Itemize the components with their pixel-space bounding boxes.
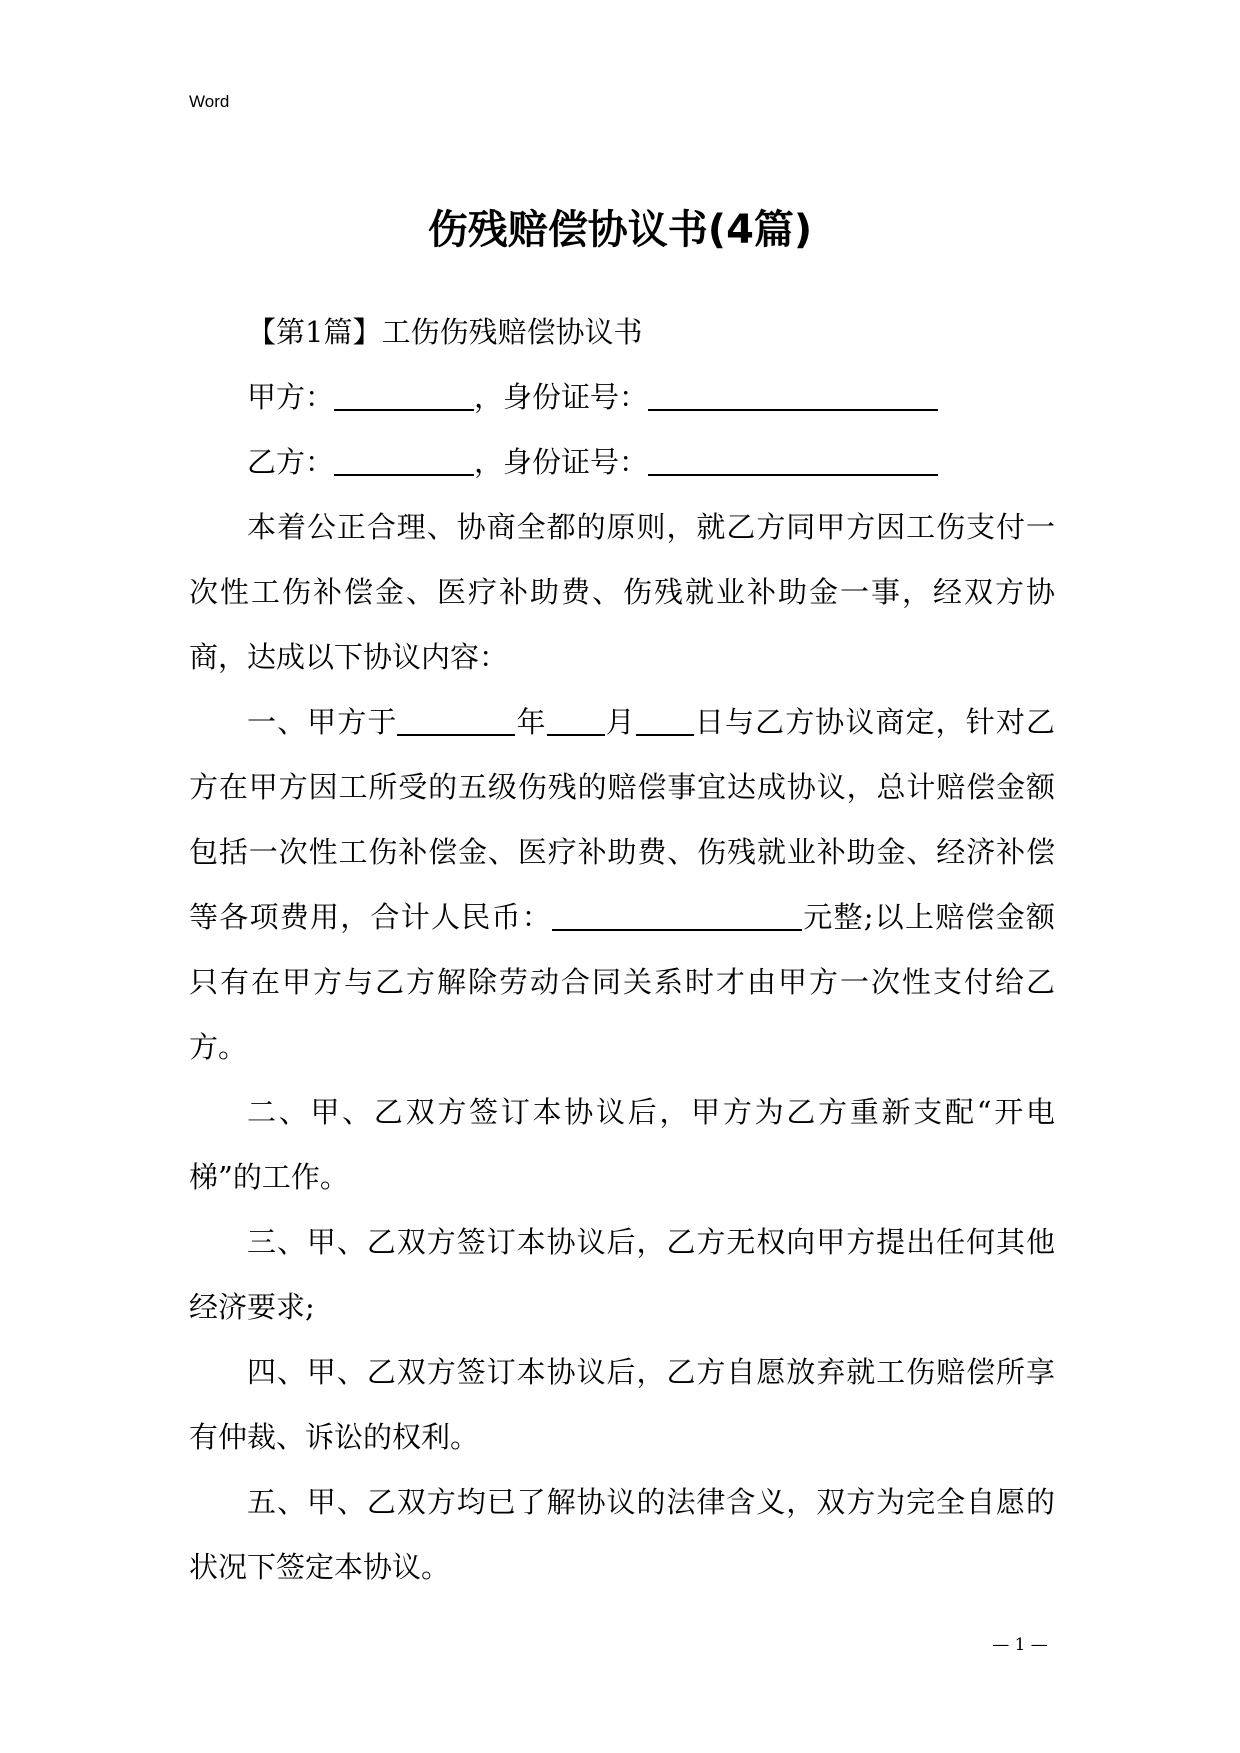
document-title: 伤残赔偿协议书(4篇) — [427, 207, 813, 253]
party-b-label: 乙方： — [247, 445, 335, 479]
party-a-line — [189, 365, 1055, 430]
party-a-id-label: ，身份证号： — [474, 380, 649, 414]
party-b-name-blank — [334, 446, 474, 476]
clause-1 — [189, 690, 1055, 1080]
clause-3: 三、甲、乙双方签订本协议后，乙方无权向甲方提出任何其他经济要求; — [189, 1225, 1055, 1324]
amount-blank — [552, 901, 802, 931]
document-body — [189, 300, 1055, 1600]
party-b-id-label: ，身份证号： — [474, 445, 649, 479]
page-number — [0, 1633, 1240, 1657]
clause-1-body: 日与乙方协议商定，针对乙方在甲方因工所受的五级伤残的赔偿事宜达成协议，总计赔偿金额包括一次性工伤补偿金、医疗补助费、伤残就业补助金、经济补偿等各项费用，合计人民币： — [189, 705, 1055, 934]
party-b-line — [189, 430, 1055, 495]
day-blank — [636, 706, 694, 736]
clause-1-lead: 一、甲方于 — [247, 705, 398, 739]
month-label: 月 — [604, 705, 636, 739]
header-label: Word — [189, 92, 230, 111]
month-blank — [547, 706, 605, 736]
page-number-text: — 1 — — [992, 1635, 1048, 1655]
clause-1-tail: 元整;以上赔偿金额只有在甲方与乙方解除劳动合同关系时才由甲方一次性支付给乙方。 — [189, 900, 1055, 1064]
party-b-id-blank — [648, 446, 938, 476]
year-label: 年 — [515, 705, 547, 739]
clause-5: 五、甲、乙双方均已了解协议的法律含义，双方为完全自愿的状况下签定本协议。 — [189, 1485, 1055, 1584]
party-a-label: 甲方： — [247, 380, 335, 414]
year-blank — [397, 706, 515, 736]
clause-4: 四、甲、乙双方签订本协议后，乙方自愿放弃就工伤赔偿所享有仲裁、诉讼的权利。 — [189, 1355, 1055, 1454]
party-a-id-blank — [648, 381, 938, 411]
section-heading: 【第1篇】工伤伤残赔偿协议书 — [247, 315, 643, 349]
party-a-name-blank — [334, 381, 474, 411]
intro-paragraph: 本着公正合理、协商全都的原则，就乙方同甲方因工伤支付一次性工伤补偿金、医疗补助费、伤残就业补助金一事，经双方协商，达成以下协议内容： — [189, 510, 1055, 674]
clause-2: 二、甲、乙双方签订本协议后，甲方为乙方重新支配“开电梯”的工作。 — [189, 1095, 1055, 1194]
